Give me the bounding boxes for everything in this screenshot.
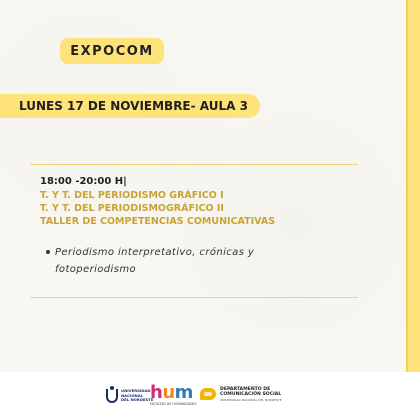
- university-logo: [106, 389, 153, 403]
- department-name-line: COMUNICACIÓN SOCIAL: [220, 392, 282, 398]
- course-title: T. Y T. DEL PERIODISMO GRÁFICO I: [40, 190, 224, 201]
- department-name-line: DEPARTAMENTO DE: [220, 387, 271, 392]
- department-logo: [200, 387, 282, 402]
- course-title: TALLER DE COMPETENCIAS COMUNICATIVAS: [40, 216, 276, 227]
- speech-bubble-icon: [200, 388, 216, 400]
- event-label: EXPOCOM: [60, 38, 164, 64]
- bullet-icon: [46, 250, 50, 254]
- university-name-line: DEL NORDESTE: [121, 397, 154, 403]
- session-time: 18:00 -20:00 H|: [40, 176, 127, 187]
- faculty-name: FACULTAD DE HUMANIDADES: [150, 402, 197, 406]
- topic-item: Periodismo interpretativo, crónicas y fotoperiodismo: [55, 247, 255, 275]
- divider-top: [30, 164, 358, 165]
- right-accent-bar: [408, 0, 420, 372]
- faculty-logo: [150, 382, 197, 410]
- faculty-mark: hum: [150, 382, 193, 403]
- university-name-line: UNIVERSIDAD: [121, 388, 151, 394]
- course-title: T. Y T. DEL PERIODISMOGRÁFICO II: [40, 203, 224, 214]
- date-banner: LUNES 17 DE NOVIEMBRE- AULA 3: [0, 94, 260, 118]
- department-subtitle: UNIVERSIDAD NACIONAL DEL NORDESTE: [220, 397, 282, 402]
- university-name-line: NACIONAL: [121, 392, 144, 398]
- divider-bottom: [30, 297, 358, 298]
- university-shield-icon: [106, 389, 118, 403]
